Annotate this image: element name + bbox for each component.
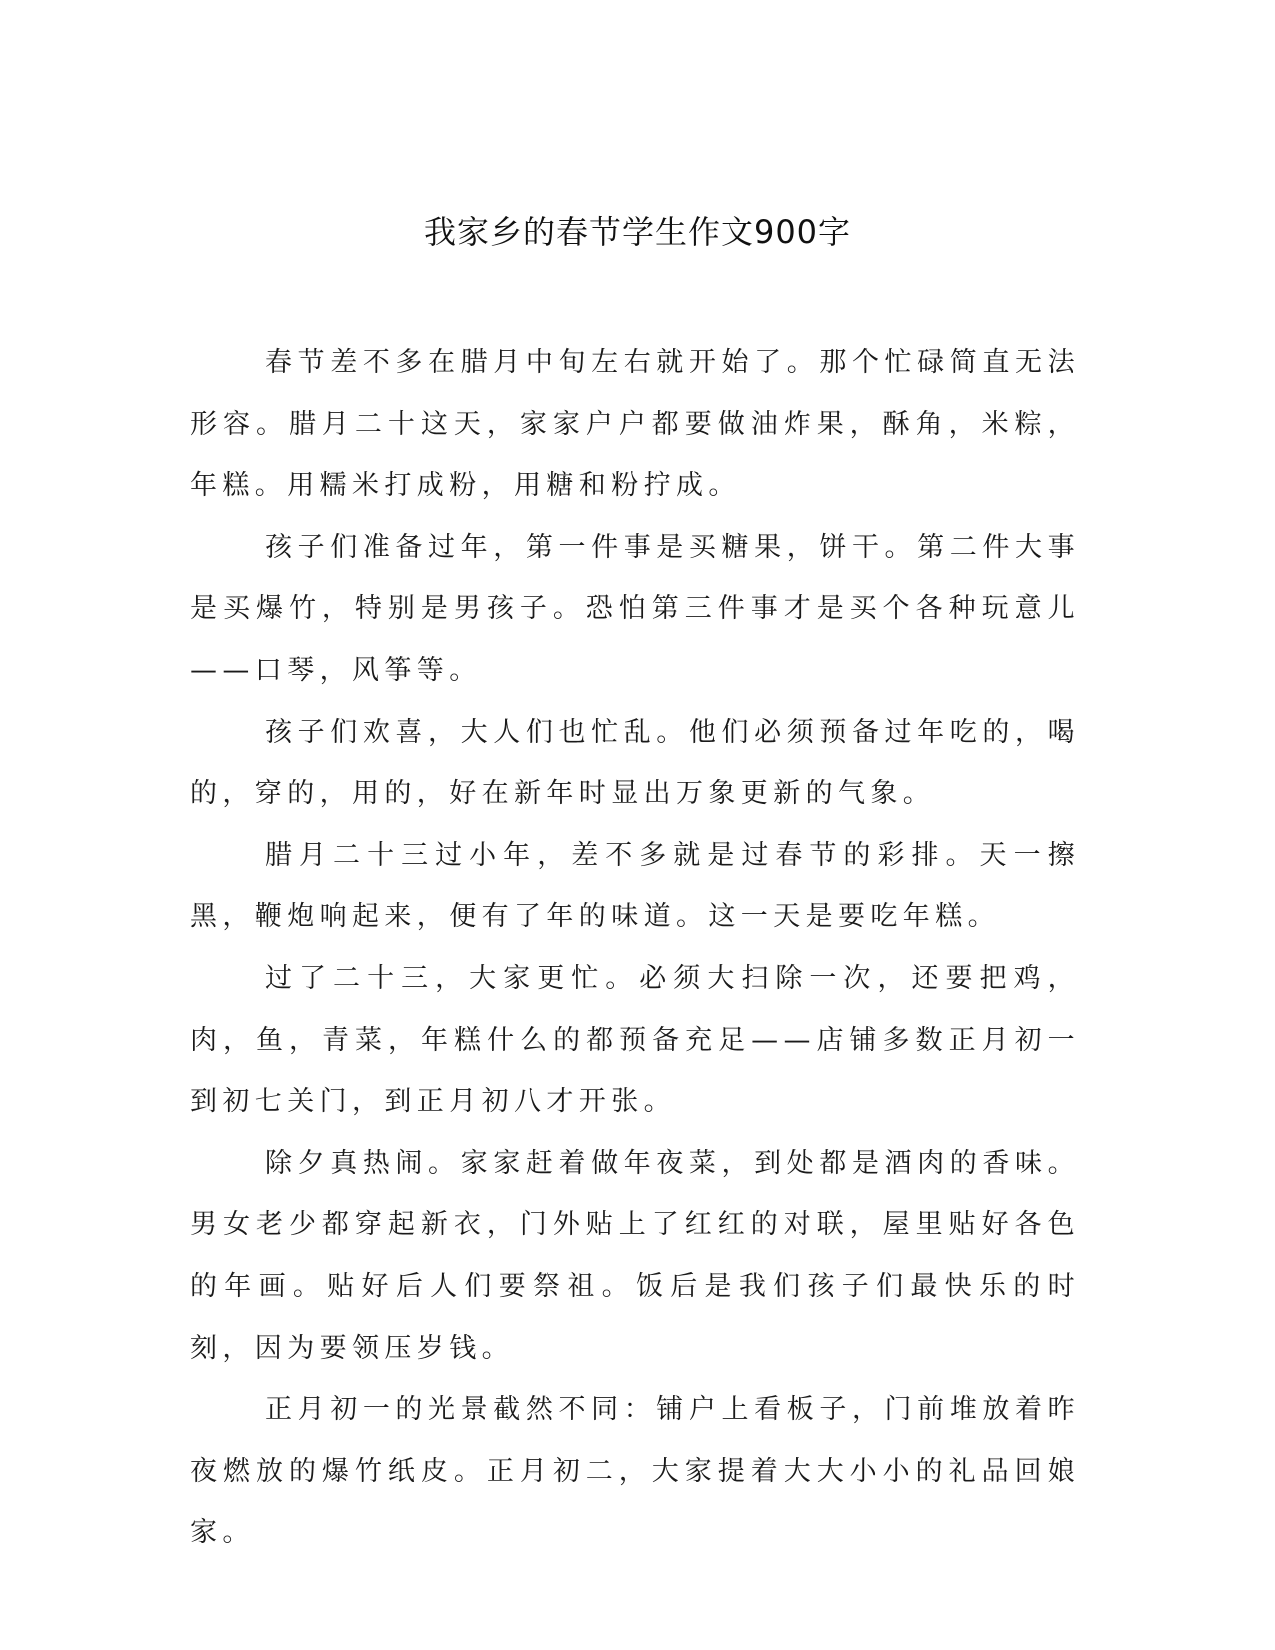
paragraph: 春节差不多在腊月中旬左右就开始了。那个忙碌简直无法形容。腊月二十这天，家家户户都要做油炸果，酥角，米粽，年糕。用糯米打成粉，用糖和粉拧成。: [190, 347, 1080, 502]
paragraph: 正月初一的光景截然不同：铺户上看板子，门前堆放着昨夜燃放的爆竹纸皮。正月初二，大家提着大大小小的礼品回娘家。: [190, 1394, 1080, 1549]
document-title: 我家乡的春节学生作文900字: [423, 213, 852, 251]
paragraph: 除夕真热闹。家家赶着做年夜菜，到处都是酒肉的香味。男女老少都穿起新衣，门外贴上了红红的对联，屋里贴好各色的年画。贴好后人们要祭祖。饭后是我们孩子们最快乐的时刻，因为要领压岁钱。: [190, 1147, 1080, 1364]
paragraph: 孩子们准备过年，第一件事是买糖果，饼干。第二件大事是买爆竹，特别是男孩子。恐怕第三件事才是买个各种玩意儿——口琴，风筝等。: [190, 531, 1080, 686]
document-body: [190, 332, 1080, 1564]
paragraph: 过了二十三，大家更忙。必须大扫除一次，还要把鸡，肉，鱼，青菜，年糕什么的都预备充足——店铺多数正月初一到初七关门，到正月初八才开张。: [190, 962, 1080, 1118]
paragraph: 腊月二十三过小年，差不多就是过春节的彩排。天一擦黑，鞭炮响起来，便有了年的味道。这一天是要吃年糕。: [190, 839, 1080, 933]
paragraph: 孩子们欢喜，大人们也忙乱。他们必须预备过年吃的，喝的，穿的，用的，好在新年时显出万象更新的气象。: [190, 716, 1080, 810]
